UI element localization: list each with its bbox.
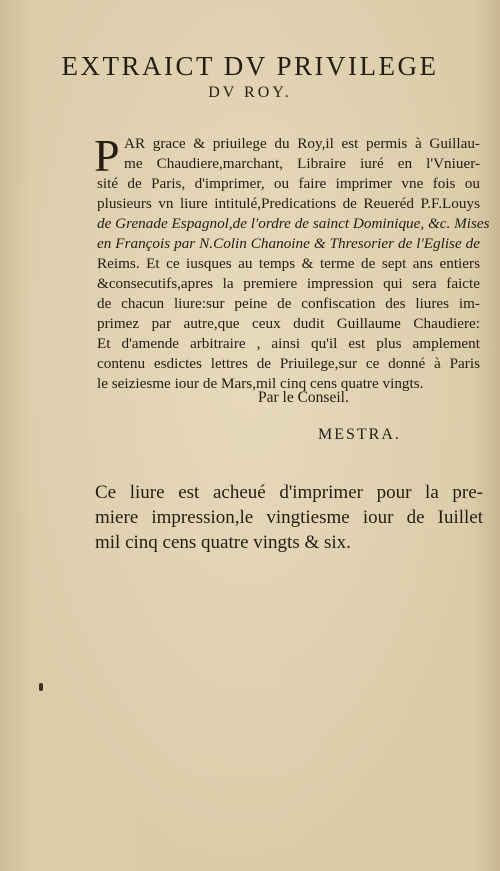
ink-speck <box>39 683 43 691</box>
drop-cap: P <box>94 130 120 181</box>
signed-by: Par le Conseil. <box>258 389 349 406</box>
privilege-line: &consecutifs,apres la premiere impression qui sera faicte <box>97 275 480 292</box>
colophon-line: mil cinq cens quatre vingts & six. <box>95 532 351 553</box>
privilege-line: Et d'amende arbitraire , ainsi qu'il est plus amplement <box>97 335 480 352</box>
page-subtitle: DV ROY. <box>208 84 292 101</box>
privilege-line: Reims. Et ce iusques au temps & terme de sept ans entiers <box>97 255 480 272</box>
privilege-line: de Grenade Espagnol,de l'ordre de sainct Dominique, &c. Mises <box>97 215 490 232</box>
privilege-line: contenu esdictes lettres de Priuilege,sur ce donné à Paris <box>97 355 480 372</box>
privilege-line: primez par autre,que ceux dudit Guillaume Chaudiere: <box>97 315 480 332</box>
signer-name: MESTRA. <box>318 426 401 443</box>
privilege-line: AR grace & priuilege du Roy,il est permis à Guillau- <box>124 135 480 152</box>
colophon-line: miere impression,le vingtiesme iour de Iuillet <box>95 507 483 528</box>
colophon-line: Ce liure est acheué d'imprimer pour la pre- <box>95 482 483 503</box>
privilege-line: en François par N.Colin Chanoine & Thresorier de l'Eglise de <box>97 235 480 252</box>
privilege-line: le seiziesme iour de Mars,mil cinq cens quatre vingts. <box>97 375 424 392</box>
privilege-line: sité de Paris, d'imprimer, ou faire imprimer vne fois ou <box>97 175 480 192</box>
privilege-line: plusieurs vn liure intitulé,Predications de Reueréd P.F.Louys <box>97 195 480 212</box>
page-title: EXTRAICT DV PRIVILEGE <box>61 51 439 81</box>
privilege-line: me Chaudiere,marchant, Libraire iuré en l'Vniuer- <box>124 155 480 172</box>
privilege-line: de chacun liure:sur peine de confiscation des liures im- <box>97 295 480 312</box>
